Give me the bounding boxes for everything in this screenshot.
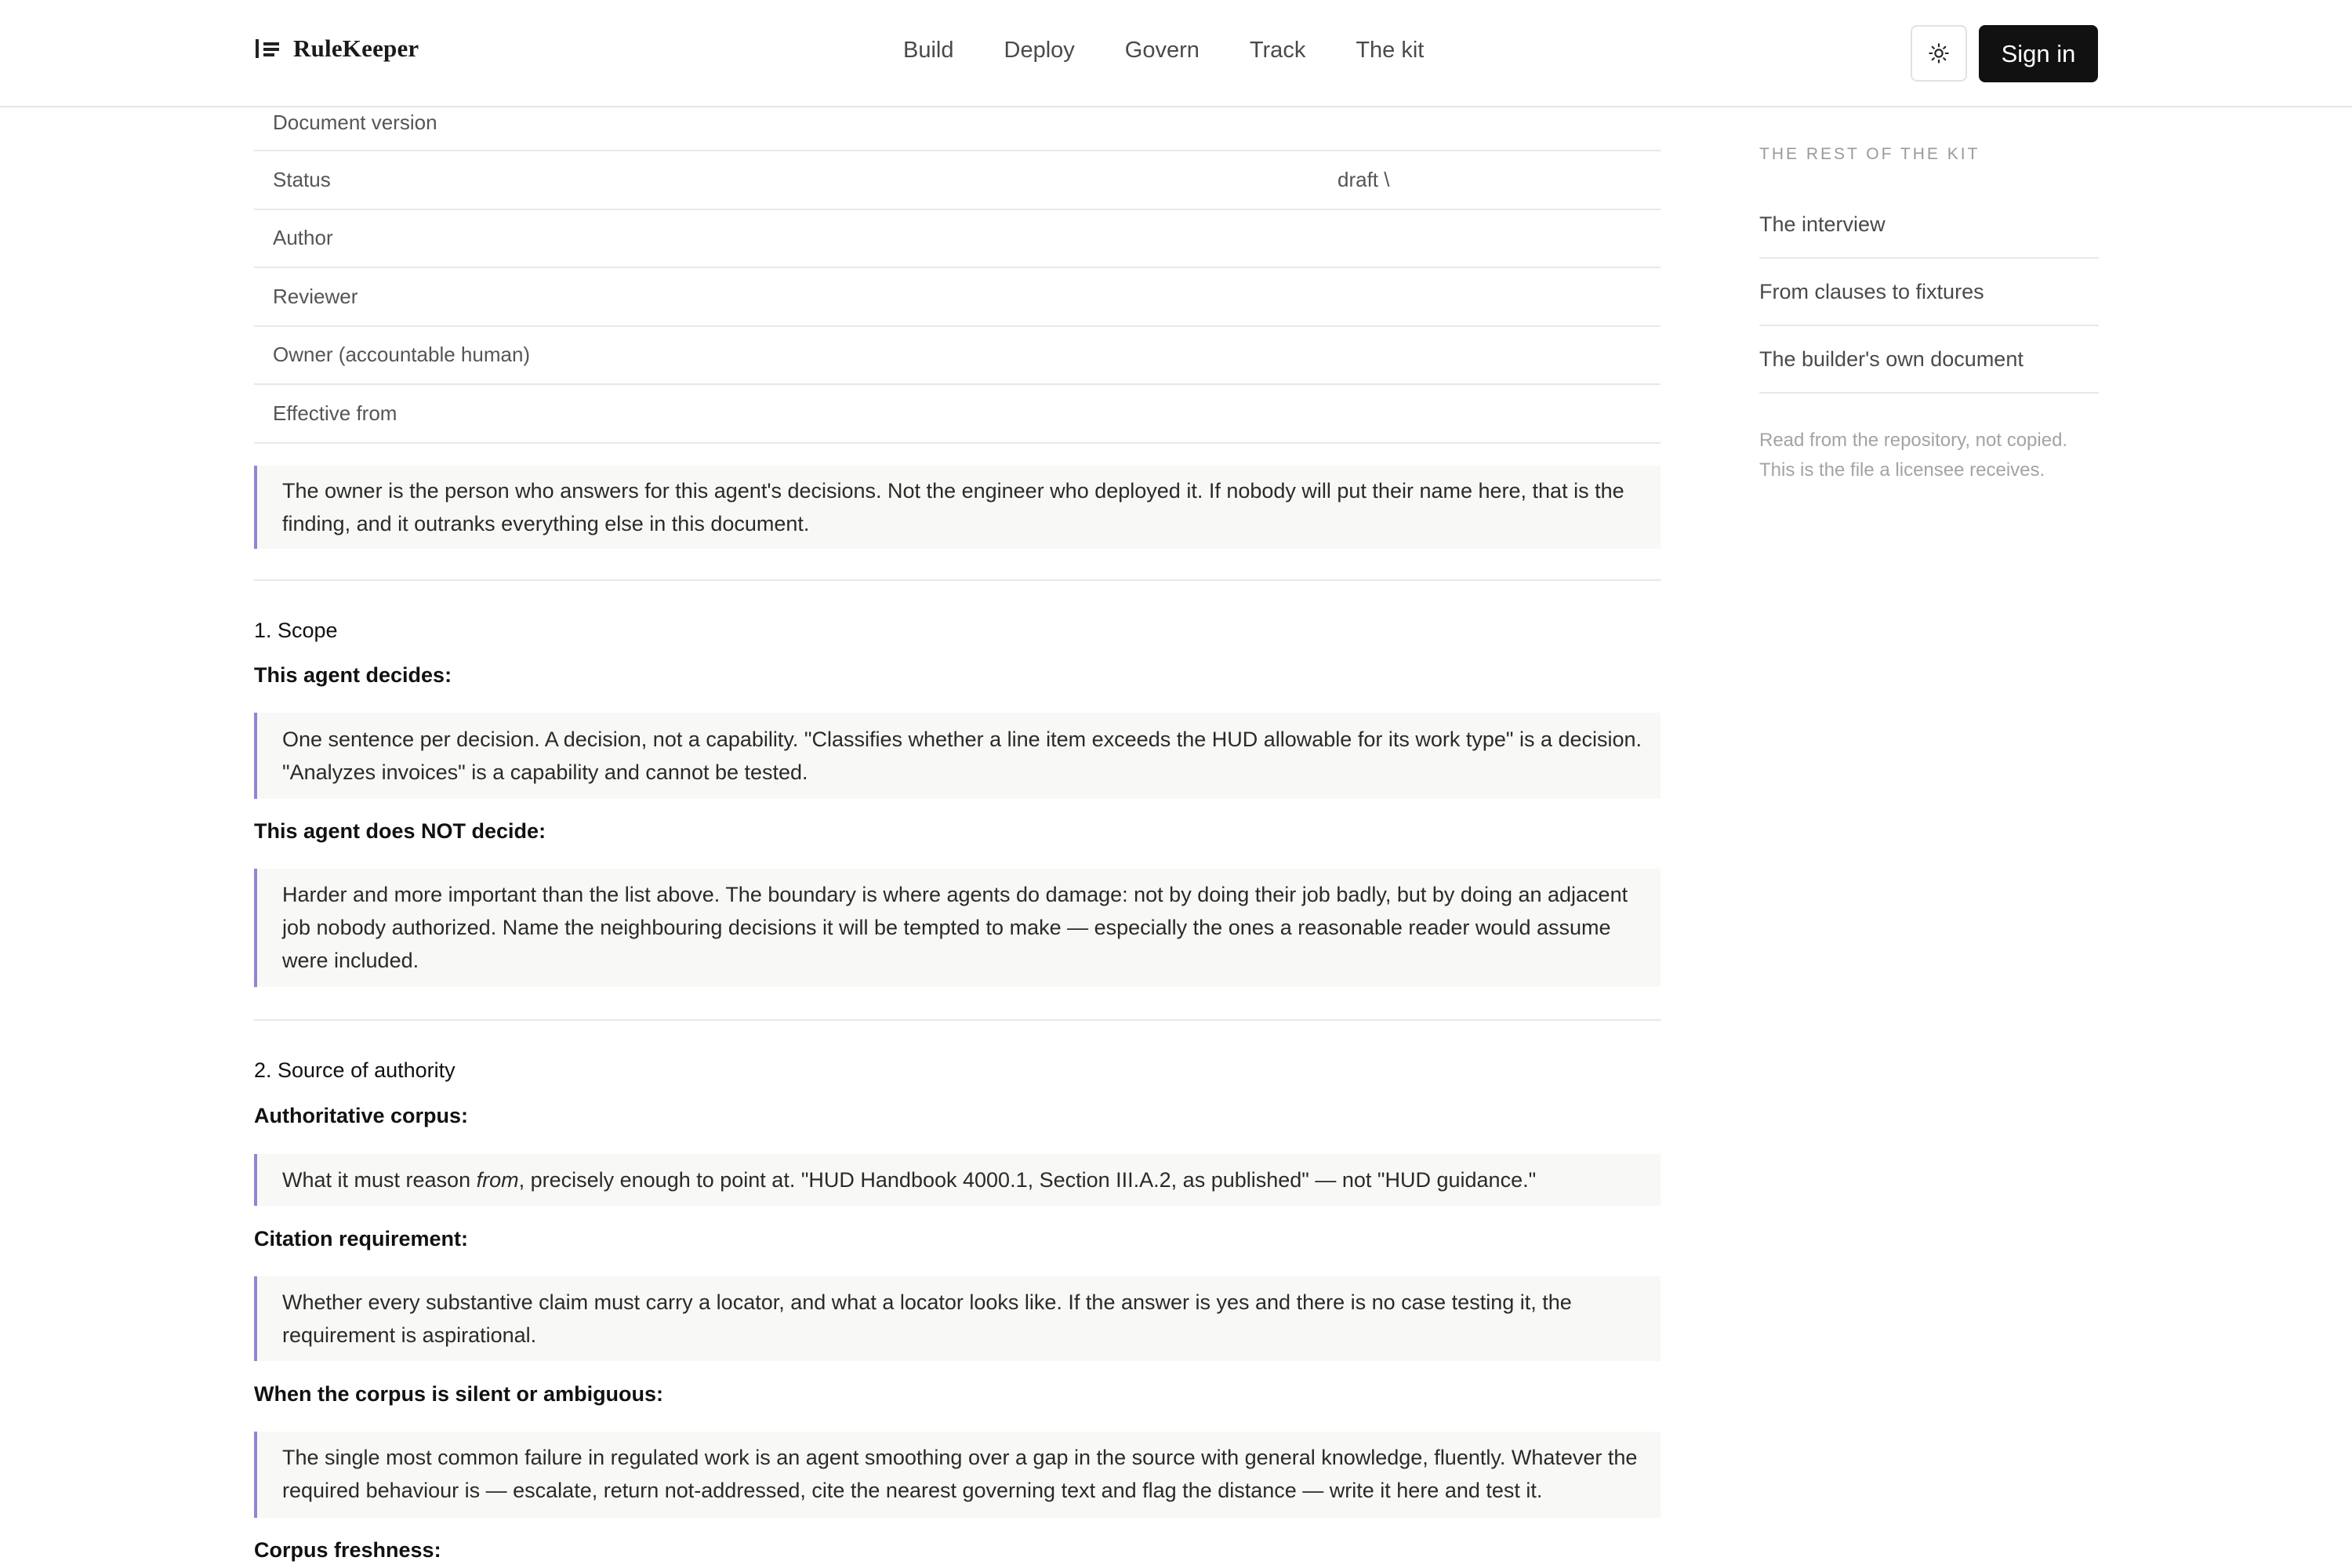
corpus-note-text: What it must reason	[282, 1168, 477, 1192]
section-title-authority: 2. Source of authority	[254, 1058, 456, 1082]
sidebar-note: Read from the repository, not copied. This is the file a licensee receives.	[1759, 430, 2068, 481]
meta-key: Owner (accountable human)	[273, 343, 531, 367]
table-row	[254, 210, 1661, 269]
brand-name: RuleKeeper	[293, 34, 419, 62]
nav-build[interactable]: Build	[903, 38, 954, 63]
logo-icon	[256, 39, 279, 58]
theme-toggle-button[interactable]	[1911, 25, 1967, 82]
not-decide-note-text: Harder and more important than the list above. The boundary is where agents do damage: not by doing their job badly, but by doing an adjacent job nobody authorized. Name the neighbouring decisions it will be tempted to make — especially the ones a reasonable reader would assume were included.	[282, 883, 1628, 972]
nav-the-kit[interactable]: The kit	[1356, 38, 1425, 63]
table-row	[254, 268, 1661, 327]
meta-key: Document version	[273, 111, 437, 134]
decides-note-text: One sentence per decision. A decision, not a capability. "Classifies whether a line item exceeds the HUD allowable for its work type" is a decision. "Analyzes invoices" is a capability and cannot be tested.	[282, 728, 1642, 784]
corpus-callout	[254, 1154, 1661, 1206]
meta-value: draft \	[1338, 167, 1390, 191]
citation-note-text: Whether every substantive claim must carry a locator, and what a locator looks like. If the answer is yes and there is no case testing it, the requirement is aspirational.	[282, 1290, 1572, 1347]
nav-track[interactable]: Track	[1249, 38, 1306, 63]
brand[interactable]	[256, 34, 419, 63]
sun-icon	[1928, 42, 1950, 64]
sidebar-link-builders-document[interactable]: The builder's own document	[1759, 326, 2099, 394]
decides-callout	[254, 713, 1661, 799]
top-navigation-bar	[0, 0, 2352, 107]
table-row	[254, 327, 1661, 386]
table-row	[254, 151, 1661, 210]
sidebar-eyebrow: THE REST OF THE KIT	[1759, 145, 1980, 163]
table-row	[254, 385, 1661, 444]
section-divider	[254, 1019, 1661, 1021]
owner-note-callout	[254, 466, 1661, 549]
decides-label: This agent decides:	[254, 663, 452, 687]
silent-label: When the corpus is silent or ambiguous:	[254, 1382, 664, 1406]
sign-in-button[interactable]: Sign in	[1979, 25, 2098, 82]
citation-label: Citation requirement:	[254, 1227, 469, 1250]
corpus-note-emphasis: from	[476, 1168, 519, 1192]
sidebar-link-interview[interactable]: The interview	[1759, 191, 2099, 259]
corpus-label: Authoritative corpus:	[254, 1104, 469, 1127]
metadata-table	[254, 107, 1661, 444]
table-row	[254, 107, 1661, 151]
section-title-scope: 1. Scope	[254, 619, 338, 642]
sidebar-link-clauses-to-fixtures[interactable]: From clauses to fixtures	[1759, 259, 2099, 326]
silent-callout	[254, 1432, 1661, 1518]
meta-key: Effective from	[273, 401, 397, 425]
owner-note-text: The owner is the person who answers for this agent's decisions. Not the engineer who deployed it. If nobody will put their name here, that is the finding, and it outranks everything else in this document.	[282, 479, 1624, 535]
not-decide-label: This agent does NOT decide:	[254, 819, 546, 843]
freshness-label: Corpus freshness:	[254, 1538, 441, 1562]
corpus-note-text-rest: , precisely enough to point at. "HUD Handbook 4000.1, Section III.A.2, as published" — not "HUD guidance."	[518, 1168, 1537, 1192]
section-divider	[254, 579, 1661, 581]
meta-key: Status	[273, 167, 331, 191]
nav-deploy[interactable]: Deploy	[1004, 38, 1075, 63]
not-decide-callout	[254, 869, 1661, 987]
main-nav	[903, 38, 1424, 64]
nav-govern[interactable]: Govern	[1124, 38, 1200, 63]
meta-key: Reviewer	[273, 284, 358, 308]
citation-callout	[254, 1276, 1661, 1361]
silent-note-text: The single most common failure in regulated work is an agent smoothing over a gap in the source with general knowledge, fluently. Whatever the required behaviour is — escalate, return not-addressed, cite the nearest governing text and flag the distance — write it here and test it.	[282, 1446, 1638, 1502]
meta-key: Author	[273, 226, 333, 250]
